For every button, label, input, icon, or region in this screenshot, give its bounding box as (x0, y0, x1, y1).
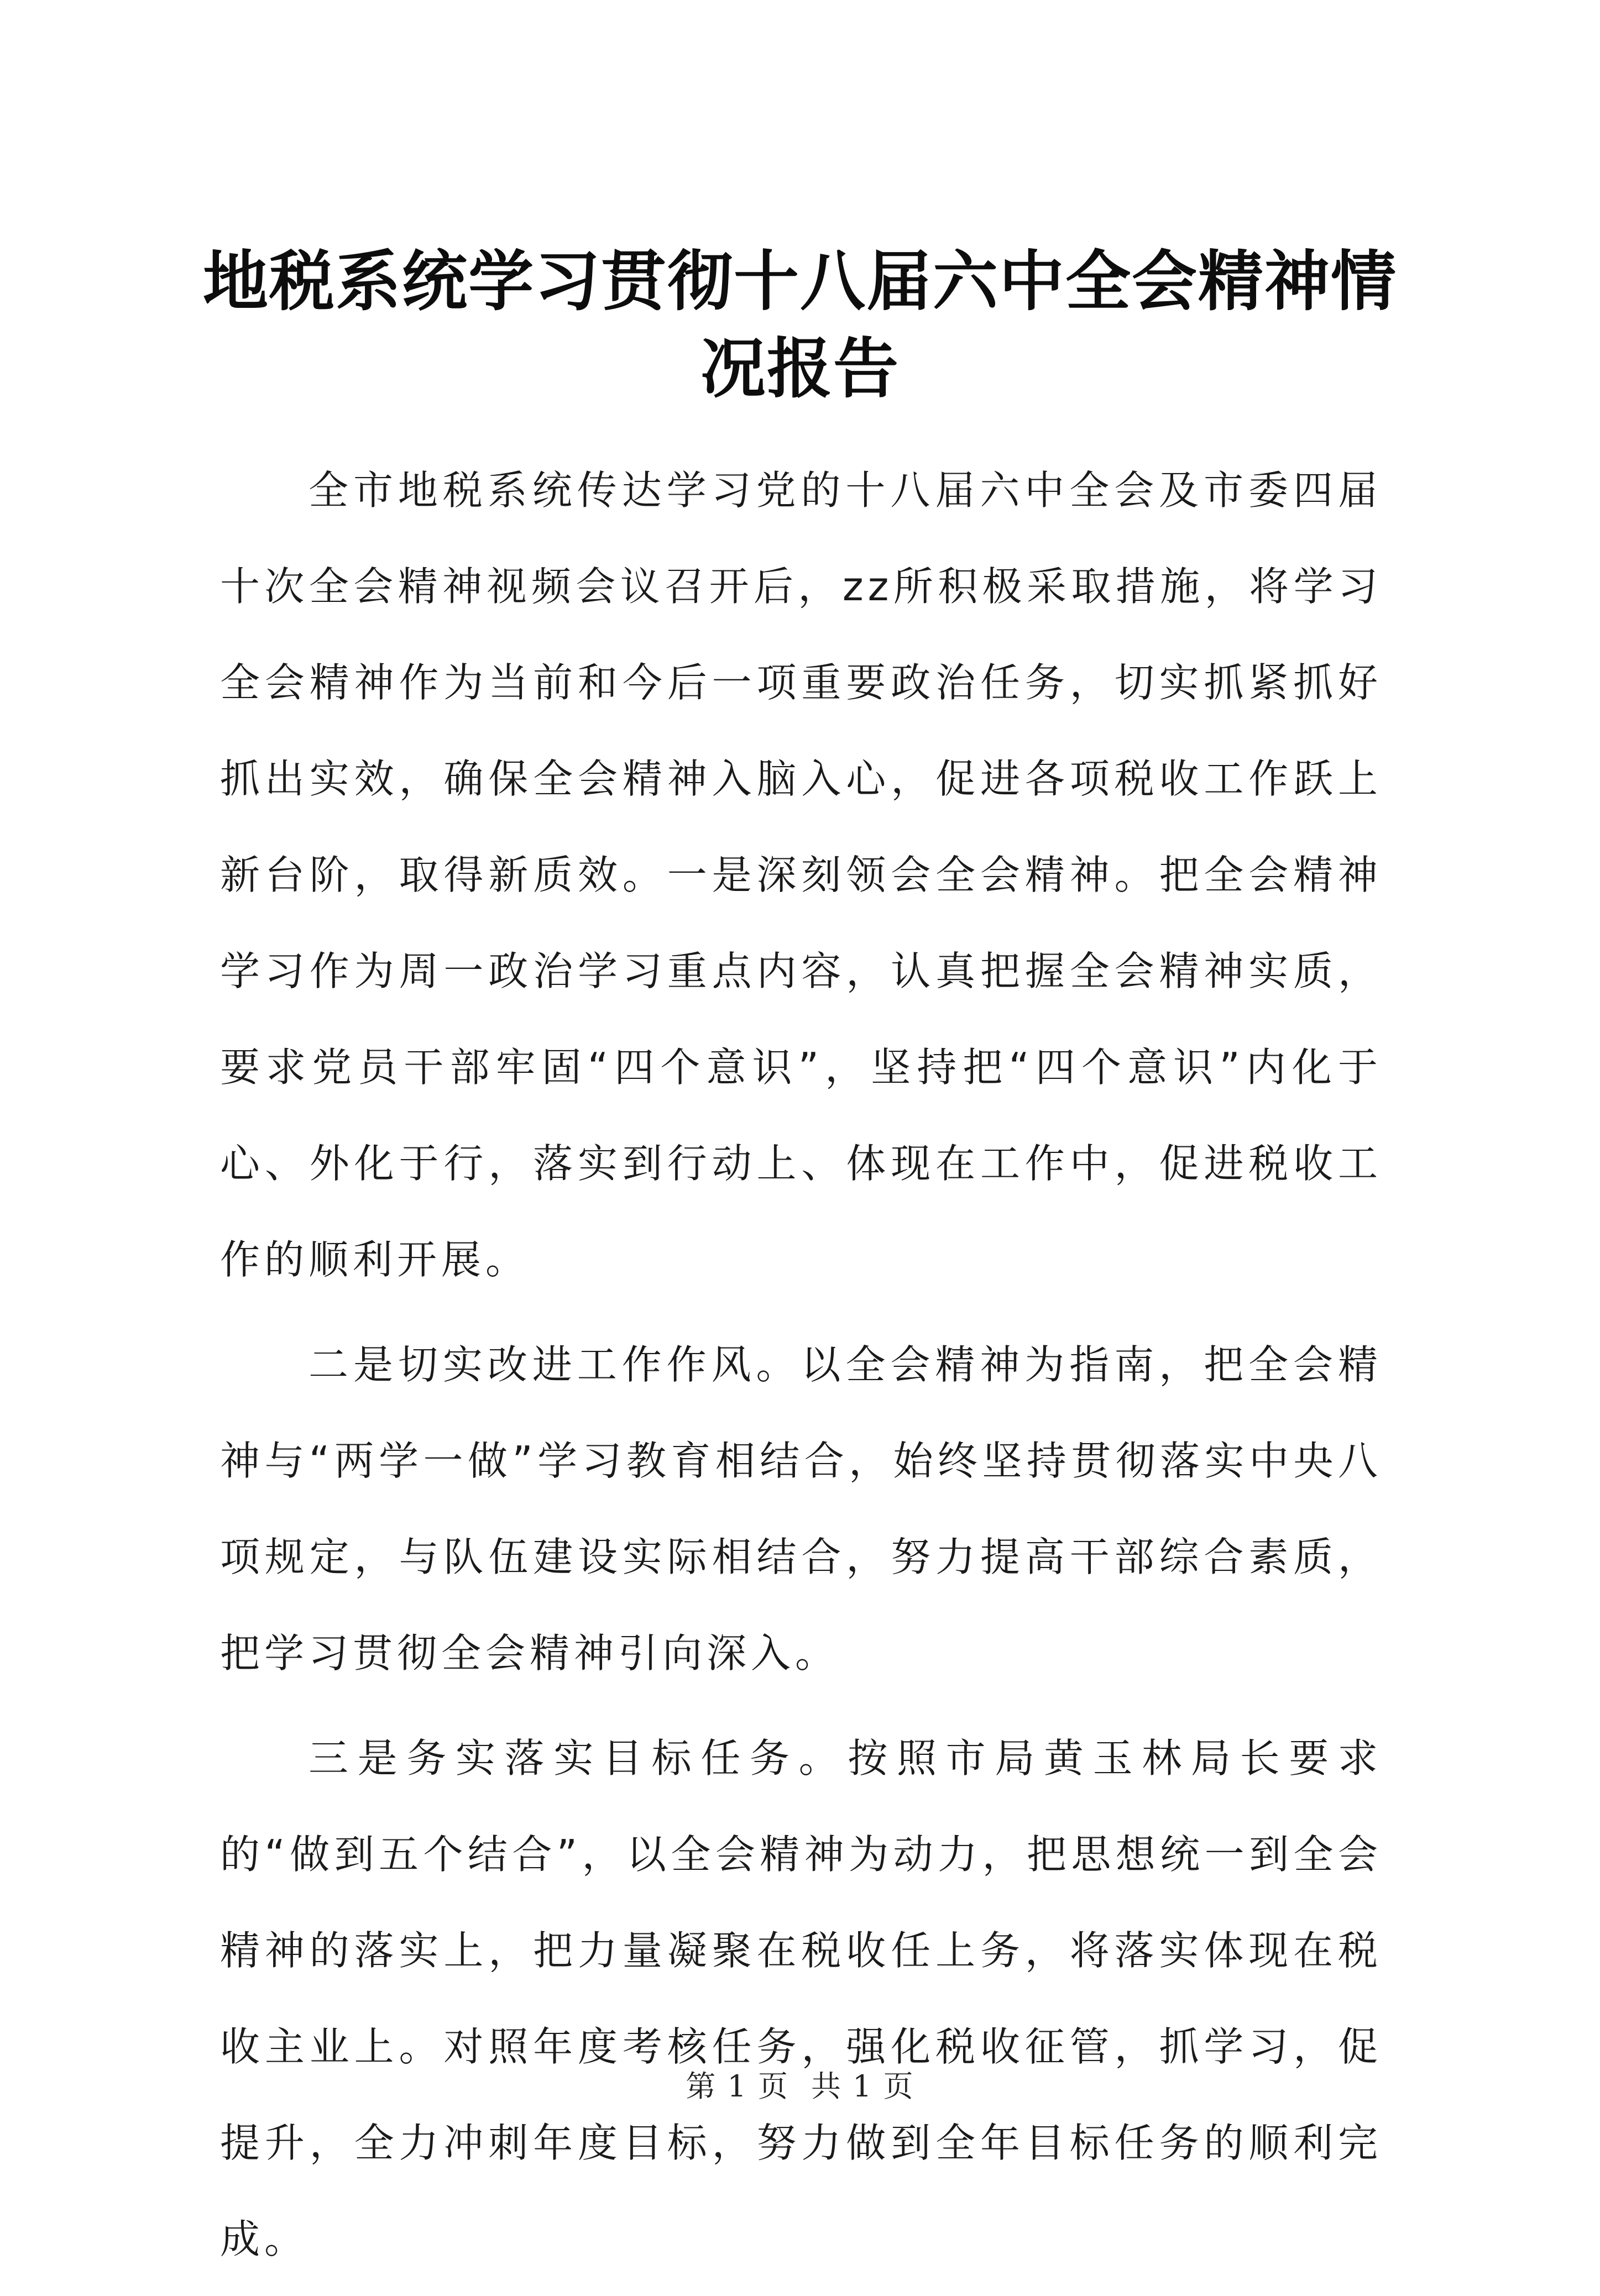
body-paragraph: 二是切实改进工作作风。以全会精神为指南，把全会精神与“两学一做”学习教育相结合，始终坚持贯彻落实中央八项规定，与队伍建设实际相结合，努力提高干部综合素质，把学习贯彻全会精神引向深入。 (220, 1341, 1382, 1676)
page-number: 第 1 页 (686, 2069, 789, 2104)
document-title: 地税系统学习贯彻十八届六中全会精神情况报告 (202, 243, 1397, 407)
page-total: 共 1 页 (811, 2069, 914, 2104)
body-paragraph: 全市地税系统传达学习党的十八届六中全会及市委四届十次全会精神视频会议召开后，zz所积极采取措施，将学习全会精神作为当前和今后一项重要政治任务，切实抓紧抓好抓出实效，确保全会精神入脑入心，促进各项税收工作跃上新台阶，取得新质效。一是深刻领会全会精神。把全会精神学习作为周一政治学习重点内容，认真把握全会精神实质，要求党员干部牢固“四个意识”，坚持把“四个意识”内化于心、外化于行，落实到行动上、体现在工作中，促进税收工作的顺利开展。 (220, 467, 1382, 1283)
body-paragraph: 三是务实落实目标任务。按照市局黄玉林局长要求的“做到五个结合”，以全会精神为动力，把思想统一到全会精神的落实上，把力量凝聚在税收任上务，将落实体现在税收主业上。对照年度考核任务，强化税收征管，抓学习，促提升，全力冲刺年度目标，努力做到全年目标任务的顺利完成。 (220, 1735, 1382, 2262)
page-footer (0, 2067, 1600, 2106)
document-body (220, 442, 1382, 2296)
